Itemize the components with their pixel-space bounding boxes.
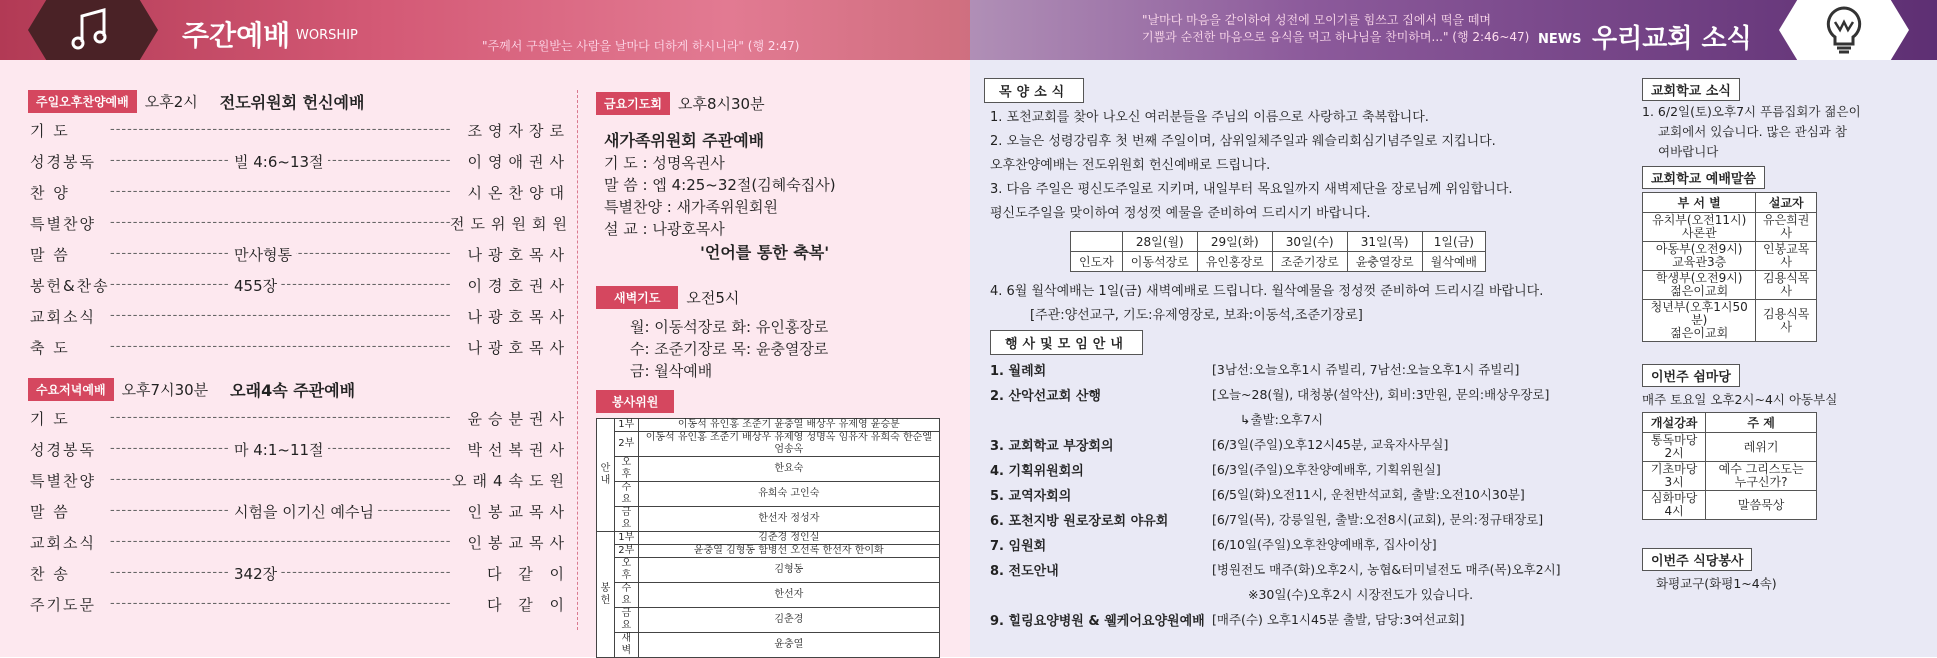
volunteer-row (597, 633, 940, 658)
event-detail: [매주(수) 오후1시45분 출발, 담당:3여선교회] (1212, 612, 1465, 627)
wednesday-row-person: 다 같 이 (486, 596, 570, 614)
sunday-row-label: 축 도 (30, 339, 70, 357)
volunteer-service: 1부 (615, 419, 639, 432)
wednesday-row-label: 특별찬양 (30, 472, 96, 490)
sunday-row-label: 교회소식 (30, 308, 96, 326)
news-subtitle: NEWS (1538, 32, 1582, 47)
header-left (0, 0, 970, 60)
header-verse-line1: "날마다 마음을 같이하여 성전에 모이기를 힘쓰고 집에서 떡을 떼며 (1142, 13, 1492, 27)
sunday-row-label: 특별찬양 (30, 215, 96, 233)
leader-table-day: 31일(목) (1347, 232, 1422, 252)
events-tag-wrap (990, 330, 1143, 355)
rest-row (1643, 491, 1817, 520)
volunteer-row (597, 545, 940, 558)
meal-tag: 이번주 식당봉사 (1642, 548, 1752, 571)
sunday-row-detail: 455장 (230, 275, 281, 296)
volunteer-row (597, 507, 940, 532)
school-tag: 교회학교 소식 (1642, 78, 1740, 101)
sunday-row (30, 213, 573, 234)
leader-dots (110, 215, 450, 233)
volunteers-header (596, 390, 674, 413)
dawn-line-3: 금: 월삭예배 (630, 362, 713, 380)
header-right (970, 0, 1937, 60)
leader-dots (110, 122, 450, 140)
sunday-tag: 주일오후찬양예배 (28, 90, 137, 113)
sunday-row-label: 봉헌&찬송 (30, 277, 110, 295)
sunday-row-person: 나광호목사 (467, 308, 570, 326)
school-preach-tag: 교회학교 예배말씀 (1642, 166, 1765, 189)
sunday-row (30, 306, 570, 327)
volunteers-table (596, 418, 940, 658)
event-detail: ※30일(수)오후2시 시장전도가 있습니다. (1248, 587, 1474, 602)
leader-table (1070, 231, 1486, 272)
wednesday-row (30, 594, 570, 615)
volunteer-names: 한선자 (638, 583, 939, 608)
dawn-tag: 새벽기도 (596, 286, 678, 309)
volunteer-service: 2부 (615, 432, 639, 457)
sunday-row-label: 기 도 (30, 122, 70, 140)
leader-dots (110, 184, 450, 202)
volunteer-row (597, 457, 940, 482)
school-preach-table (1642, 192, 1817, 342)
wednesday-row-person: 인봉교목사 (467, 503, 570, 521)
wednesday-row-detail: 342장 (230, 563, 281, 584)
event-name: 4. 기획위원회의 (990, 464, 1084, 479)
wednesday-row-detail: 마 4:1~11절 (230, 439, 328, 460)
volunteer-service: 새벽 (615, 633, 639, 658)
preach-cell: 아동부(오전9시) 교육관3층 (1643, 242, 1756, 271)
event-name: 5. 교역자회의 (990, 489, 1072, 504)
header-verse-line2: 기쁨과 순전한 마음으로 음식을 먹고 하나님을 찬미하며..." (행 2:46~47) (1142, 30, 1530, 44)
wednesday-row (30, 501, 570, 522)
sunday-row (30, 337, 570, 358)
sunday-row (30, 244, 570, 265)
sunday-row-person: 나광호목사 (467, 339, 570, 357)
preach-cell: 유치부(오전11시) 사론관 (1643, 213, 1756, 242)
friday-header (596, 92, 765, 115)
rest-head (1643, 413, 1817, 433)
rest-cell: 예수 그리스도는 누구신가? (1706, 462, 1817, 491)
dawn-line-2: 수: 조준기장로 목: 윤충열장로 (630, 340, 829, 358)
sunday-header (28, 90, 364, 113)
sunday-row (30, 120, 570, 141)
leader-dots (110, 596, 450, 614)
wednesday-tag: 수요저녁예배 (28, 378, 114, 401)
school-text-1: 1. 6/2일(토)오후7시 푸름집회가 젊은이 (1642, 104, 1861, 119)
leader-dots (110, 410, 450, 428)
event-name: 2. 산악선교회 산행 (990, 389, 1101, 404)
school-text-2: 교회에서 있습니다. 많은 관심과 참 (1658, 124, 1847, 139)
rest-table (1642, 412, 1817, 520)
sunday-row (30, 151, 570, 172)
wednesday-row-label: 찬 송 (30, 565, 70, 583)
wednesday-row (30, 470, 570, 491)
volunteer-row (597, 532, 940, 545)
music-note-icon (68, 6, 116, 54)
wednesday-row-label: 기 도 (30, 410, 70, 428)
event-detail: [6/5일(화)오전11시, 운천반석교회, 출발:오전10시30분] (1212, 487, 1525, 502)
rest-cell: 심화마당 4시 (1643, 491, 1706, 520)
volunteer-names: 한요숙 (638, 457, 939, 482)
lightbulb-icon (1821, 4, 1867, 56)
rest-cell: 레위기 (1706, 433, 1817, 462)
sunday-row-detail: 빌 4:6~13절 (230, 151, 328, 172)
friday-line-1: 기 도 : 성명옥권사 (604, 154, 725, 172)
leader-table-cell: 이동석장로 (1122, 252, 1197, 272)
volunteer-row (597, 419, 940, 432)
preach-cell: 유은희권사 (1756, 213, 1817, 242)
sunday-row-person: 조영자장로 (467, 122, 570, 140)
rest-text: 매주 토요일 오후2시~4시 아동부실 (1642, 392, 1838, 407)
meal-text: 화평교구(화평1~4속) (1656, 576, 1777, 591)
event-detail: ↳출발:오후7시 (1240, 412, 1324, 427)
rest-cell: 통독마당 2시 (1643, 433, 1706, 462)
school-text-3: 여바랍니다 (1658, 144, 1719, 159)
sunday-row-label: 찬 양 (30, 184, 70, 202)
preach-row (1643, 300, 1817, 342)
sunday-row (30, 182, 570, 203)
preach-head (1643, 193, 1817, 213)
rest-header-cell: 주 제 (1706, 413, 1817, 433)
leader-dots (110, 534, 450, 552)
volunteer-group: 봉헌 (597, 532, 615, 658)
volunteer-service: 금요 (615, 608, 639, 633)
volunteer-row (597, 583, 940, 608)
leader-table-row (1071, 252, 1486, 272)
sunday-row-person: 이경호권사 (467, 277, 570, 295)
preach-cell: 김용식목사 (1756, 300, 1817, 342)
volunteer-names: 김춘경 정인실 (638, 532, 939, 545)
leader-table-day: 28일(월) (1122, 232, 1197, 252)
volunteer-service: 1부 (615, 532, 639, 545)
rest-row (1643, 462, 1817, 491)
page-subtitle: WORSHIP (296, 28, 358, 43)
volunteer-names: 윤충열 (638, 633, 939, 658)
volunteer-service: 오후 (615, 558, 639, 583)
volunteer-row (597, 558, 940, 583)
wednesday-header (28, 378, 355, 401)
volunteer-service: 수요 (615, 583, 639, 608)
news-item-3: 3. 다음 주일은 평신도주일로 지키며, 내일부터 목요일까지 새벽제단을 장로님께 위임합니다. (990, 182, 1513, 197)
news-item-4b: [주관:양선교구, 기도:유제영장로, 보좌:이동석,조준기장로] (1030, 308, 1363, 323)
news-item-2: 2. 오늘은 성령강림후 첫 번째 주일이며, 삼위일체주일과 웨슬리회심기념주일로 지킵니다. (990, 134, 1496, 149)
wednesday-row-person: 박선복권사 (467, 441, 570, 459)
leader-table-cell: 조준기장로 (1272, 252, 1347, 272)
leader-table-cell: 월삭예배 (1422, 252, 1485, 272)
event-detail: [오늘~28(월), 대청봉(설악산), 회비:3만원, 문의:배상우장로] (1212, 387, 1550, 402)
friday-sermon-title: '언어를 통한 축복' (700, 243, 830, 262)
dawn-time: 오전5시 (686, 289, 740, 307)
volunteer-service: 수요 (615, 482, 639, 507)
leader-dots (110, 472, 450, 490)
sunday-row-person: 나광호목사 (467, 246, 570, 264)
divider (577, 90, 578, 630)
sunday-row-label: 말 씀 (30, 246, 70, 264)
friday-tag: 금요기도회 (596, 92, 670, 115)
news-item-1: 1. 포천교회를 찾아 나오신 여러분들을 주님의 이름으로 사랑하고 축복합니다. (990, 110, 1429, 125)
news-item-2b: 오후찬양예배는 전도위원회 헌신예배로 드립니다. (990, 158, 1271, 173)
wednesday-row (30, 439, 570, 460)
wednesday-row (30, 408, 570, 429)
event-name: 8. 전도안내 (990, 564, 1059, 579)
friday-line-2: 말 씀 : 엡 4:25~32절(김혜숙집사) (604, 176, 836, 194)
wednesday-row-label: 주기도문 (30, 596, 96, 614)
volunteer-group: 안내 (597, 419, 615, 532)
sunday-row-person: 이영애권사 (467, 153, 570, 171)
event-name: 1. 월례회 (990, 364, 1047, 379)
sunday-row-label: 성경봉독 (30, 153, 96, 171)
volunteer-names: 김춘경 (638, 608, 939, 633)
sunday-time: 오후2시 (144, 93, 198, 111)
news-tag: 목양소식 (984, 78, 1084, 103)
page-title: 주간예배 (182, 19, 291, 52)
wednesday-row-detail: 시험을 이기신 예수님 (230, 501, 378, 522)
header-verse: "주께서 구원받는 사람을 날마다 더하게 하시니라" (행 2:47) (482, 39, 800, 53)
preach-cell: 학생부(오전9시) 젊은이교회 (1643, 271, 1756, 300)
volunteer-service: 오후 (615, 457, 639, 482)
leader-table-day: 1일(금) (1422, 232, 1485, 252)
wednesday-row-label: 말 씀 (30, 503, 70, 521)
leader-table-day: 30일(수) (1272, 232, 1347, 252)
rest-row (1643, 433, 1817, 462)
wednesday-time: 오후7시30분 (121, 381, 209, 399)
sunday-row-person: 시온찬양대 (467, 184, 570, 202)
volunteer-names: 한선자 정성자 (638, 507, 939, 532)
news-title: 우리교회 소식 (1592, 24, 1752, 54)
volunteer-row (597, 482, 940, 507)
event-detail: [병원전도 매주(화)오후2시, 농협&터미널전도 매주(목)오후2시] (1212, 562, 1561, 577)
leader-dots (110, 308, 450, 326)
preach-cell: 인봉교목사 (1756, 242, 1817, 271)
event-detail: [6/7일(목), 강릉일원, 출발:오전8시(교회), 문의:정규태장로] (1212, 512, 1544, 527)
news-item-4: 4. 6월 월삭예배는 1일(금) 새벽예배로 드립니다. 월삭예물을 정성껏 준비하여 드리시길 바랍니다. (990, 284, 1544, 299)
leader-dots (110, 339, 450, 357)
friday-line-3: 특별찬양 : 새가족위원회원 (604, 198, 778, 216)
volunteer-names: 유희숙 고인숙 (638, 482, 939, 507)
preach-header-cell: 부 서 별 (1643, 193, 1756, 213)
friday-service: 새가족위원회 주관예배 (604, 131, 765, 150)
rest-cell: 말씀묵상 (1706, 491, 1817, 520)
event-detail: [3남선:오늘오후1시 쥬빌리, 7남선:오늘오후1시 쥬빌리] (1212, 362, 1520, 377)
preach-cell: 청년부(오후1시50분) 젊은이교회 (1643, 300, 1756, 342)
sunday-row (30, 275, 570, 296)
leader-table-day (1071, 232, 1123, 252)
dawn-line-1: 월: 이동석장로 화: 유인홍장로 (630, 318, 829, 336)
preach-header-cell: 설교자 (1756, 193, 1817, 213)
news-item-3b: 평신도주일을 맞이하여 정성껏 예물을 준비하여 드리시기 바랍니다. (990, 206, 1371, 221)
preach-cell: 김용식목사 (1756, 271, 1817, 300)
event-detail: [6/3일(주일)오후찬양예배후, 기획위원실] (1212, 462, 1441, 477)
volunteer-service: 2부 (615, 545, 639, 558)
wednesday-row (30, 532, 570, 553)
volunteer-row (597, 608, 940, 633)
sunday-service: 전도위원회 헌신예배 (219, 93, 365, 112)
wednesday-row-label: 교회소식 (30, 534, 96, 552)
wednesday-row-person: 인봉교목사 (467, 534, 570, 552)
wednesday-row-person: 오래4속도원 (452, 472, 570, 490)
preach-row (1643, 213, 1817, 242)
wednesday-row (30, 563, 570, 584)
volunteer-names: 이동석 유인홍 조준기 배상우 유제영 성명옥 임유자 유희숙 한순엘 엄송옥 (638, 432, 939, 457)
volunteer-service: 금요 (615, 507, 639, 532)
volunteer-names: 이동석 유인홍 조준기 윤충열 배상우 유제영 윤승분 (638, 419, 939, 432)
rest-cell: 기초마당 3시 (1643, 462, 1706, 491)
friday-time: 오후8시30분 (677, 95, 765, 113)
rest-header-cell: 개설강좌 (1643, 413, 1706, 433)
leader-table-cell: 유인홍장로 (1197, 252, 1272, 272)
friday-line-4: 설 교 : 나광호목사 (604, 220, 725, 238)
event-name: 9. 힐링요양병원 & 웰케어요양원예배 (990, 614, 1205, 629)
event-detail: [6/3일(주일)오후12시45분, 교육자사무실] (1212, 437, 1449, 452)
event-name: 6. 포천지방 원로장로회 야유회 (990, 514, 1169, 529)
wednesday-row-person: 다 같 이 (486, 565, 570, 583)
preach-row (1643, 242, 1817, 271)
wednesday-service: 오래4속 주관예배 (230, 381, 356, 400)
sunday-row-person: 전도위원회원 (450, 215, 573, 233)
leader-table-day: 29일(화) (1197, 232, 1272, 252)
volunteer-names: 김형동 (638, 558, 939, 583)
events-tag: 행사및모임안내 (990, 330, 1143, 355)
preach-row (1643, 271, 1817, 300)
leader-table-cell: 윤충열장로 (1347, 252, 1422, 272)
volunteers-tag: 봉사위원 (596, 390, 674, 413)
event-detail: [6/10일(주일)오후찬양예배후, 집사이상] (1212, 537, 1437, 552)
event-name: 7. 임원회 (990, 539, 1047, 554)
wednesday-row-person: 윤승분권사 (467, 410, 570, 428)
leader-table-cell: 인도자 (1071, 252, 1123, 272)
volunteer-row (597, 432, 940, 457)
event-name: 3. 교회학교 부장회의 (990, 439, 1114, 454)
wednesday-row-label: 성경봉독 (30, 441, 96, 459)
volunteer-names: 윤충열 김형동 함병선 오선록 한선자 한이화 (638, 545, 939, 558)
rest-tag: 이번주 쉼마당 (1642, 364, 1740, 387)
sunday-row-detail: 만사형통 (230, 244, 296, 265)
news-tag-wrap (984, 78, 1084, 103)
dawn-header (596, 286, 739, 309)
leader-table-head (1071, 232, 1486, 252)
